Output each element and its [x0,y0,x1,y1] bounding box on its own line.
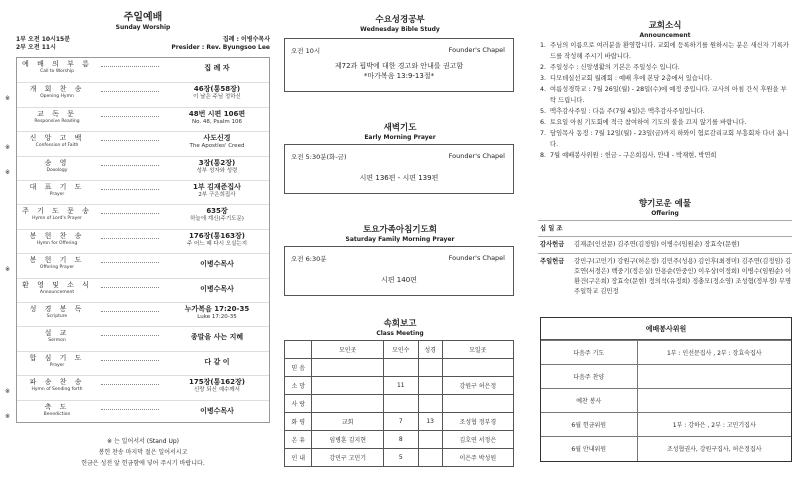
offering-names: 김재준(인선문) 김주연(김정임) 이병수(임원순) 장효숙(문현) [574,241,740,248]
announcement-number: 7. [540,130,547,137]
worship-item-name: 성 경 봉 독 [29,305,85,313]
dotted-leader [101,409,159,410]
class-subtitle: Class Meeting [376,330,424,337]
service-row [541,341,791,365]
announcement-text: 토요일 아침 기도회에 적극 참여하여 기도의 불을 끄지 않기를 바랍니다. [550,119,747,126]
worship-item-name: 신 앙 고 백 [29,134,85,143]
service-members: 조성협권사, 강원구집사, 허은정집사 [637,437,791,461]
service-row [541,365,791,389]
worship-item-english: Responsive Reading [34,118,80,124]
table-cell: 11 [383,377,418,395]
wednesday-subtitle: Wednesday Bible Study [360,26,440,33]
worship-item-value: 175장(통162장) [189,378,245,387]
sunday-title: 주일예배 [123,12,163,23]
announcement-number: 5. [540,108,547,115]
worship-item-value: 누가복음 17:20-35 [184,305,250,313]
service-committee [540,317,792,462]
table-row [285,359,514,377]
class-name: 믿 음 [285,359,312,377]
table-cell: 7 [383,413,418,431]
worship-item [5,131,269,155]
announcement-number: 6. [540,119,547,126]
offering-label: 십 일 조 [540,225,563,232]
offering-names: 강민구(고민기) 강원구(허은정) 김민주(성용) 김인후(최경미) 김주연(김정임) 김호연(서정은) 백중기(정은실) 안용순(안중인) 이우상(이정희) 이병수(임원순) 이환건(구은희) 장효숙(문현) 정의석(유정희) 정충모(정소영) 조성협(정부경) 무명 주일학교 김민정 [574,258,792,295]
announcement-text: 7월 예배봉사위원 : 헌금 - 구은희집사, 안내 - 박재현, 박연희 [550,152,717,159]
offering-row [538,220,792,236]
class-name: 화 평 [285,413,312,431]
offering-box-note: 헌금은 성전 앞 헌금함에 넣어 주시기 바랍니다. [81,460,205,467]
worship-item-value: 이병수목사 [200,284,234,293]
worship-item-detail: Luke 17:20-35 [197,314,237,320]
sunday-worship-section [5,0,270,485]
sunday-subtitle: Sunday Worship [115,24,171,31]
worship-item-detail: 2부 구은희집사 [198,192,236,198]
class-name: 소 망 [285,377,312,395]
worship-item-value: 1부 김재준집사 [193,183,241,191]
worship-item [17,278,269,302]
worship-item-english: Sermon [48,338,66,344]
service-role: 다음주 찬양 [541,365,637,389]
worship-item [17,180,269,204]
table-cell: 이은주 박성원 [442,449,513,467]
dotted-leader [101,165,159,166]
worship-item [17,107,269,131]
service-members: 1부 : 인선문집사 , 2부 : 장효숙집사 [637,341,791,365]
announcement-number: 8. [540,152,547,159]
class-name: 사 랑 [285,395,312,413]
announcement-text: 맥추감사주일 : 다음 주(7월 4일)은 맥추감사주일입니다. [550,108,705,115]
service-1-time: 1부 오전 10시15분 [16,36,71,43]
table-cell: 8 [383,431,418,449]
worship-item-english: Confession of Faith [35,143,79,149]
service-members [637,389,791,413]
worship-item [17,229,269,253]
worship-item-name: 파 송 찬 송 [29,378,85,387]
worship-notes [16,436,270,469]
worship-item-english: Hymn of Lord's Prayer [32,216,82,222]
worship-item-name: 송 영 [44,158,70,167]
announcement-item [540,150,792,161]
wednesday-place: Founder's Chapel [448,46,505,54]
worship-item-english: Offering Prayer [39,265,75,271]
worship-item-name: 교 독 문 [37,109,77,118]
table-cell: 교회 [312,413,383,431]
service-role: 예찬 봉사 [541,389,637,413]
worship-item-detail: 신랑 되신 예수께서 [193,387,240,394]
column-header [285,341,312,359]
table-cell [418,431,442,449]
offering-title: 향기로운 예물 [638,199,692,209]
worship-item [5,400,269,424]
worship-item-english: Benediction [43,411,71,417]
saturday-place: Founder's Chapel [448,254,505,262]
worship-item-value: 176장(통163장) [189,231,245,240]
table-cell [442,395,513,413]
worship-item [17,326,269,350]
worship-item-value: 3장(통2장) [198,158,236,167]
service-role: 6월 안내위원 [541,437,637,461]
wednesday-title: 수요성경공부 [375,15,425,25]
dawn-box [284,144,514,194]
dotted-leader [101,311,159,312]
dotted-leader [101,238,159,239]
worship-item [17,351,269,375]
worship-item-english: Scripture [46,314,68,319]
wednesday-box [284,38,514,92]
dawn-place: Founder's Chapel [448,152,505,160]
table-row [285,395,514,413]
announcement-item [540,84,792,106]
announcement-text: 주일성수 : 신앙생활의 기본은 주일성수 입니다. [550,64,680,71]
table-cell [442,359,513,377]
announcement-number: 4. [540,86,547,93]
worship-item-english: Hymn for Offering [36,240,78,246]
dotted-leader [101,335,159,336]
worship-item-english: Prayer [49,192,65,197]
announcement-text: 주님의 이름으로 여러분을 환영합니다. 교회에 등록하기를 원하시는 분은 새신자 기록카드를 작성해 주시기 바랍니다. [550,42,789,60]
table-row [285,431,514,449]
column-header: 모일곳 [442,341,513,359]
offering-row [538,236,792,253]
stand-marker: ※ [5,388,11,396]
worship-item-detail: No. 48, Psalm 106 [192,118,242,125]
dotted-leader [101,116,159,117]
dotted-leader [101,66,159,67]
worship-item-name: 예 배 의 부 름 [22,60,92,68]
worship-item-english: Announcement [39,289,75,295]
worship-item-name: 합 심 기 도 [29,353,85,362]
worship-item-value: 사도신경 [203,134,231,143]
service-row [541,389,791,413]
weekly-meetings-section [280,0,520,485]
table-cell [312,377,383,395]
announcements-section [538,0,792,485]
table-header-row [285,341,514,359]
table-cell [383,395,418,413]
order-of-worship [5,57,270,423]
dotted-leader [101,140,159,141]
announcement-list [540,40,792,161]
table-cell [383,359,418,377]
worship-item-name: 축 도 [44,402,70,411]
announcement-item [540,106,792,117]
table-cell [418,395,442,413]
announcement-number: 3. [540,75,547,82]
service-role: 다음주 기도 [541,341,637,365]
announcement-item [540,40,792,62]
table-cell [312,359,383,377]
offering-subtitle: Offering [651,210,679,217]
table-cell: 강원구 허은정 [442,377,513,395]
worship-item [17,58,269,82]
worship-item-value: 48번 시편 106편 [188,109,246,118]
table-cell: 김호연 서정은 [442,431,513,449]
worship-item-value: 이병수목사 [200,406,234,415]
worship-item-english: Doxology [46,167,68,173]
announcement-item [540,128,792,150]
column-header: 모인곳 [312,341,383,359]
worship-item [5,253,269,277]
dotted-leader [101,189,159,190]
worship-item-english: Prayer [49,362,65,368]
dawn-subtitle: Early Morning Prayer [364,134,436,141]
worship-item [17,302,269,326]
dotted-leader [101,91,159,92]
worship-item-detail: 하늘에 계신(주기도문) [190,216,244,223]
column-header: 성경 [418,341,442,359]
worship-item-name: 봉 헌 기 도 [29,256,85,265]
worship-item-english: Opening Hymn [40,94,74,100]
news-subtitle: Announcement [639,32,691,39]
presider: Presider : Rev. Byungsoo Lee [171,44,270,51]
service-2-time: 2부 오전 11시 [16,44,56,51]
class-meeting-table [284,340,514,467]
saturday-title: 토요가족아침기도회 [363,225,437,235]
table-cell [418,377,442,395]
service-row [541,437,791,461]
worship-item-detail: 성부 성자와 성령 [196,167,238,174]
saturday-box [284,246,514,296]
stand-marker: ※ [5,266,11,274]
stand-marker: ※ [5,95,11,103]
worship-item-english: Call to Worship [40,69,74,74]
table-cell: 5 [383,449,418,467]
table-row [285,377,514,395]
worship-item [5,156,269,180]
worship-item-name: 환 영 및 소 식 [22,280,92,289]
service-role: 6월 헌금위원 [541,413,637,437]
announcement-text: 여름성경학교 : 7월 26일(월) - 28일(수)에 예정 중입니다. 교사의 아침 간식 후원을 부탁 드립니다. [550,86,787,104]
announcement-text: 디모데실선교회 월례회 : 예배 후에 본당 2층에서 있습니다. [550,75,713,82]
worship-item-detail: 이 날은 주님 정하신 [193,94,241,101]
stand-marker: ※ [5,168,11,176]
class-title: 속회보고 [383,319,417,329]
worship-item [5,82,269,106]
offering-label: 감사헌금 [540,241,565,248]
worship-item-english: Hymn of Sending forth [31,387,83,393]
table-row [285,449,514,467]
announcement-number: 1. [540,42,547,49]
table-cell [418,359,442,377]
dawn-reading: 시편 136편 - 시편 139편 [359,174,439,182]
announcement-item [540,62,792,73]
announcement-item [540,117,792,128]
dawn-title: 새벽기도 [383,123,417,133]
class-name: 온 유 [285,431,312,449]
offering-list [538,220,792,300]
worship-item-value: 종말을 사는 지혜 [190,333,244,342]
service-table [541,340,791,461]
stand-marker: ※ [5,412,11,420]
service-members [637,365,791,389]
worship-item-value: 635장 [206,207,228,216]
worship-item-value: 다 같 이 [204,357,230,366]
worship-item-value: 집 례 자 [204,64,230,72]
wednesday-time: 오전 10시 [291,47,321,55]
table-cell: 임병훈 김지현 [312,431,383,449]
stand-marker: ※ [5,144,11,152]
worship-item-name: 주 기 도 문 송 [22,207,92,216]
wednesday-lesson: 제72과 핍박에 대한 경고와 안내를 권고함 [334,62,464,70]
worship-item-value: 46장(통58장) [193,85,241,94]
service-members: 1부 : 강하은 , 2부 : 고민기집사 [637,413,791,437]
announcement-number: 2. [540,64,547,71]
news-title: 교회소식 [648,21,682,31]
worship-item [5,375,269,399]
dotted-leader [101,360,159,361]
table-cell: 13 [418,413,442,431]
worship-item-name: 대 표 기 도 [29,183,85,191]
worship-item-name: 개 회 찬 송 [29,85,85,94]
class-name: 인 내 [285,449,312,467]
worship-item-name: 설 교 [44,329,70,338]
dotted-leader [101,213,159,214]
column-header: 모인수 [383,341,418,359]
saturday-reading: 시편 140편 [381,276,417,284]
offering-row [538,253,792,300]
worship-item [17,204,269,228]
officiant: 집례 : 이병수목사 [222,36,270,43]
offering-note: 봉헌 찬송 마지막 절은 일어서시고 [98,449,188,456]
service-row [541,413,791,437]
table-cell: 강민구 고민기 [312,449,383,467]
wednesday-scripture: *마가복음 13:9-13절* [363,72,435,80]
worship-item-detail: The Apostles' Creed [189,143,245,150]
table-row [285,413,514,431]
dawn-time: 오전 5:30분(화-금) [291,153,347,161]
dotted-leader [101,287,159,288]
worship-item-detail: 주 어느 때 다시 오실는지 [186,240,248,247]
worship-item-value: 이병수목사 [200,260,234,269]
table-cell [418,449,442,467]
stand-up-note: ※ 는 일어서서 (Stand Up) [107,438,179,445]
dotted-leader [101,384,159,385]
dotted-leader [101,262,159,263]
saturday-subtitle: Saturday Family Morning Prayer [345,236,455,243]
worship-item-name: 봉 헌 찬 송 [29,231,85,240]
saturday-time: 오전 6:30분 [291,255,327,263]
announcement-item [540,73,792,84]
table-cell [312,395,383,413]
service-title: 예배봉사위원 [541,318,791,340]
table-cell: 조성협 정부경 [442,413,513,431]
offering-label: 주일헌금 [540,258,565,265]
announcement-text: 담임목사 동정 : 7월 12일(월) - 23일(금)까지 하와이 협로감리교회 부흥회차 다녀 옵니다. [550,130,789,148]
